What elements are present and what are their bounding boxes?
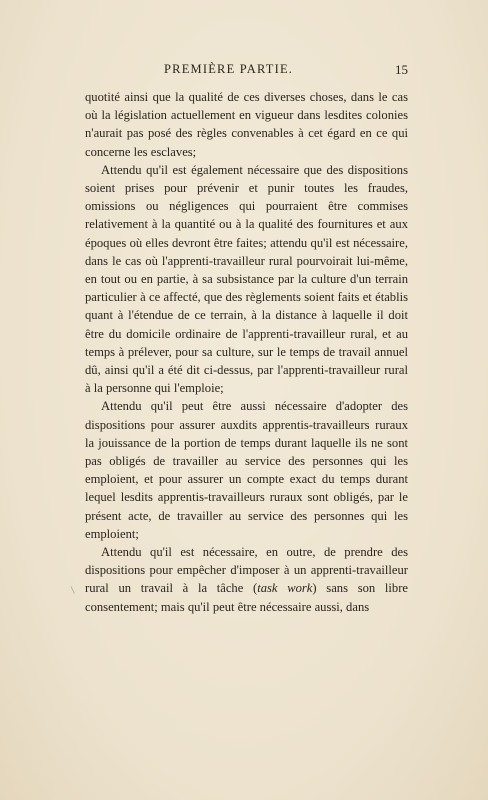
body-text xyxy=(85,88,408,616)
running-title: PREMIÈRE PARTIE. xyxy=(164,62,294,76)
paragraph-1: quotité ainsi que la qualité de ces diverses choses, dans le cas où la législation actuellement en vigueur dans lesdites colonies n'aurait pas posé des règles convenables à cet égard en ce qui concerne les esclaves; xyxy=(85,90,408,159)
page-header xyxy=(108,62,408,80)
paragraph-4-end: ) sans son libre consentement; mais qu'il peut être nécessaire aussi, dans xyxy=(85,581,408,614)
paragraph-4 xyxy=(85,543,408,616)
paragraph-3: Attendu qu'il peut être aussi nécessaire d'adopter des dispositions pour assurer auxdits apprentis-travailleurs ruraux la jouissance de la portion de temps durant laquelle ils ne sont pas obligés de travailler au service des personnes qui les emploient, et pour assurer un compte exact du temps durant lequel lesdits apprentis-travailleurs ruraux sont obligés, par le présent acte, de travailler au service des personnes qui les emploient; xyxy=(85,399,408,541)
paragraph-4-start: Attendu qu'il est nécessaire, en outre, de prendre des dispositions pour empêcher d'imposer à un apprenti-travailleur rural un travail à la tâche ( xyxy=(85,545,408,596)
paragraph-2: Attendu qu'il est également nécessaire que des dispositions soient prises pour prévenir et punir toutes les fraudes, omissions ou négligences qui pourraient être commises relativement à la quantité ou à la qualité des fournitures et aux époques où elles devront être faites; attendu qu'il est nécessaire, dans le cas où l'apprenti-travailleur rural pourvoirait lui-même, en tout ou en partie, à sa subsistance par la culture d'un terrain particulier à ce affecté, que des règlements soient faits et établis quant à l'étendue de ce terrain, à la distance à laquelle il doit être du domicile ordinaire de l'apprenti-travailleur rural, et au temps à prélever, pour sa culture, sur le temps de travail annuel dû, ainsi qu'il a été dit ci-dessus, par l'apprenti-travailleur rural à la personne qui l'emploie; xyxy=(85,162,408,396)
page-number: 15 xyxy=(395,62,408,77)
margin-mark xyxy=(71,584,80,594)
paragraph-4-italic-term: task work xyxy=(257,581,313,596)
